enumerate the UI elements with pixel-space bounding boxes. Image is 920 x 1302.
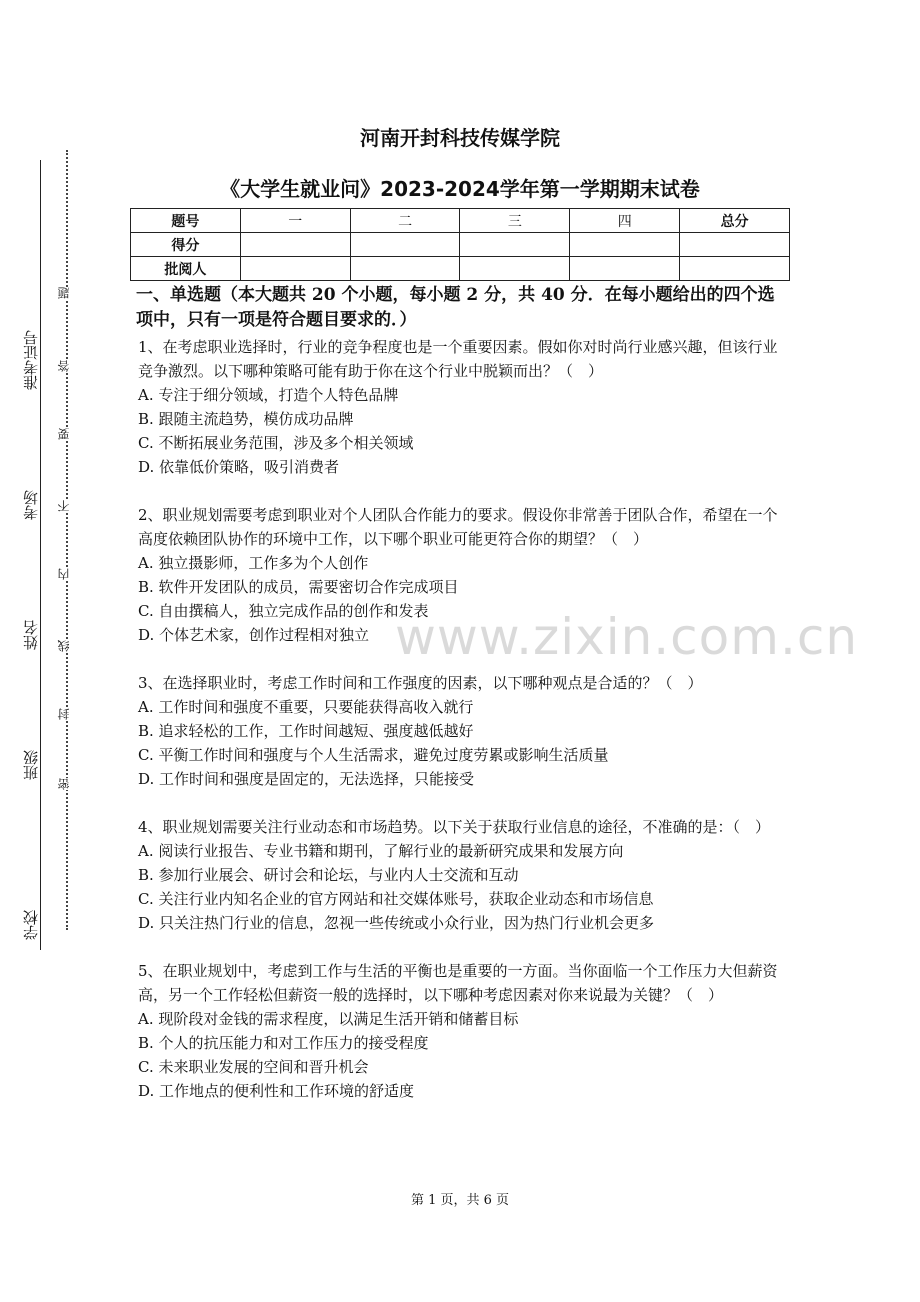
seal-char: 题: [57, 287, 75, 299]
score-cell: [460, 233, 570, 257]
question-text: 4、职业规划需要关注行业动态和市场趋势。以下关于获取行业信息的途径，不准确的是：（ ）: [138, 818, 771, 836]
question-text: 3、在选择职业时，考虑工作时间和工作强度的因素，以下哪种观点是合适的？（ ）: [138, 674, 703, 692]
option-b: B. 个人的抗压能力和对工作压力的接受程度: [138, 1034, 429, 1052]
seal-dotted-line: [66, 150, 68, 930]
question-text: 5、在职业规划中，考虑到工作与生活的平衡也是重要的一方面。当你面临一个工作压力大但薪资高，另一个工作轻松但薪资一般的选择时，以下哪种考虑因素对你来说最为关键？（ ）: [138, 962, 778, 1004]
label-school: 学校: [22, 910, 40, 940]
table-header-cell: 二: [350, 209, 460, 233]
label-exam-room: 考场: [22, 490, 40, 520]
question-item: [138, 671, 788, 791]
binding-solid-line: [40, 160, 41, 950]
score-row: [131, 233, 790, 257]
seal-char: 线: [57, 640, 75, 652]
score-cell: [680, 233, 790, 257]
grader-cell: [240, 257, 350, 281]
section-title: 一、单选题（本大题共 20 个小题，每小题 2 分，共 40 分．在每小题给出的四个选项中，只有一项是符合题目要求的．）: [136, 285, 775, 330]
option-a: A. 工作时间和强度不重要，只要能获得高收入就行: [138, 698, 474, 716]
grader-cell: [350, 257, 460, 281]
option-c: C. 关注行业内知名企业的官方网站和社交媒体账号，获取企业动态和市场信息: [138, 890, 654, 908]
option-c: C. 不断拓展业务范围，涉及多个相关领域: [138, 434, 414, 452]
seal-char: 内: [57, 568, 75, 580]
option-a: A. 现阶段对金钱的需求程度，以满足生活开销和储蓄目标: [138, 1010, 519, 1028]
question-item: [138, 959, 788, 1103]
row-label-grader: 批阅人: [131, 257, 241, 281]
score-table-header-row: [131, 209, 790, 233]
label-name: 姓名: [22, 620, 40, 650]
table-header-cell: 总分: [680, 209, 790, 233]
question-text: 1、在考虑职业选择时，行业的竞争程度也是一个重要因素。假如你对时尚行业感兴趣，但该行业竞争激烈。以下哪种策略可能有助于你在这个行业中脱颖而出？（ ）: [138, 338, 778, 380]
table-header-cell: 一: [240, 209, 350, 233]
grader-row: [131, 257, 790, 281]
option-b: B. 追求轻松的工作，工作时间越短、强度越低越好: [138, 722, 474, 740]
label-class: 班级: [22, 750, 40, 780]
option-d: D. 个体艺术家，创作过程相对独立: [138, 626, 370, 644]
exam-content: [138, 283, 788, 1127]
table-header-cell: 三: [460, 209, 570, 233]
seal-char: 答: [57, 360, 75, 372]
option-d: D. 依靠低价策略，吸引消费者: [138, 458, 340, 476]
option-d: D. 工作地点的便利性和工作环境的舒适度: [138, 1082, 415, 1100]
seal-char: 密: [57, 778, 75, 790]
table-header-cell: 四: [570, 209, 680, 233]
option-b: B. 参加行业展会、研讨会和论坛，与业内人士交流和互动: [138, 866, 519, 884]
option-c: C. 自由撰稿人，独立完成作品的创作和发表: [138, 602, 429, 620]
page-footer: 第 1 页，共 6 页: [410, 1193, 510, 1208]
watermark: www.zixin.com.cn: [395, 608, 859, 666]
question-item: [138, 815, 788, 935]
question-text: 2、职业规划需要考虑到职业对个人团队合作能力的要求。假设你非常善于团队合作，希望在一个高度依赖团队协作的环境中工作，以下哪个职业可能更符合你的期望？（ ）: [138, 506, 778, 548]
school-title: 河南开封科技传媒学院: [360, 126, 560, 150]
score-cell: [350, 233, 460, 257]
option-b: B. 软件开发团队的成员，需要密切合作完成项目: [138, 578, 459, 596]
seal-char: 封: [57, 708, 75, 720]
grader-cell: [570, 257, 680, 281]
row-label-score: 得分: [131, 233, 241, 257]
option-a: A. 阅读行业报告、专业书籍和期刊，了解行业的最新研究成果和发展方向: [138, 842, 624, 860]
option-d: D. 只关注热门行业的信息，忽视一些传统或小众行业，因为热门行业机会更多: [138, 914, 655, 932]
seal-char: 不: [57, 500, 75, 512]
exam-title: 《大学生就业问》2023-2024学年第一学期期末试卷: [220, 177, 700, 201]
option-a: A. 独立摄影师，工作多为个人创作: [138, 554, 369, 572]
option-c: C. 未来职业发展的空间和晋升机会: [138, 1058, 369, 1076]
option-c: C. 平衡工作时间和强度与个人生活需求，避免过度劳累或影响生活质量: [138, 746, 609, 764]
binding-margin: [0, 150, 80, 950]
option-d: D. 工作时间和强度是固定的，无法选择，只能接受: [138, 770, 475, 788]
question-item: [138, 335, 788, 479]
table-header-cell: 题号: [131, 209, 241, 233]
label-exam-number: 准考证号: [22, 330, 40, 390]
option-b: B. 跟随主流趋势，模仿成功品牌: [138, 410, 354, 428]
grader-cell: [680, 257, 790, 281]
score-cell: [570, 233, 680, 257]
seal-char: 要: [57, 428, 75, 440]
score-cell: [240, 233, 350, 257]
option-a: A. 专注于细分领域，打造个人特色品牌: [138, 386, 399, 404]
grader-cell: [460, 257, 570, 281]
score-table: [130, 208, 790, 281]
